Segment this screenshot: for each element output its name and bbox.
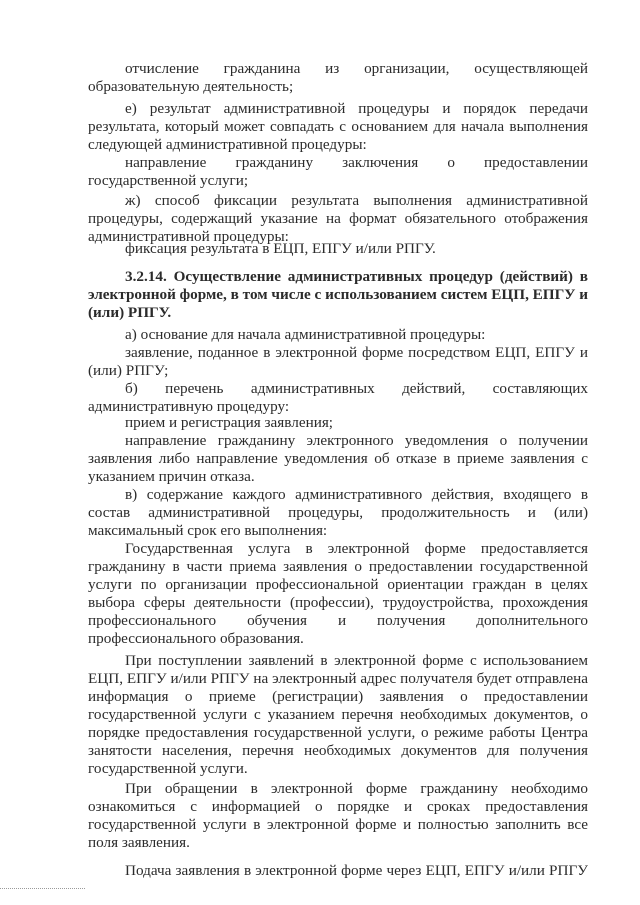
section-heading: электронной форме, в том числе с использованием систем ЕЦП, ЕПГУ и — [88, 286, 588, 303]
text-line: образовательную деятельность; — [88, 78, 294, 95]
text-line: административной процедуры: — [88, 228, 289, 245]
text-line: в) содержание каждого административного действия, входящего в — [125, 486, 588, 503]
text-line: Государственная услуга в электронной форме предоставляется — [125, 540, 588, 557]
text-line: услуги по организации профессиональной ориентации граждан в целях — [88, 576, 588, 593]
text-line: Подача заявления в электронной форме через ЕЦП, ЕПГУ и/или РПГУ — [125, 862, 588, 879]
text-line: профессионального образования. — [88, 630, 304, 647]
text-line: заявления либо направление уведомления об отказе в приеме заявления с — [88, 450, 588, 467]
text-line: административную процедуру: — [88, 398, 290, 415]
text-line: ЕЦП, ЕПГУ и/или РПГУ на электронный адрес получателя будет отправлена — [88, 670, 588, 687]
text-line: поля заявления. — [88, 834, 190, 851]
text-line: е) результат административной процедуры и порядок передачи — [125, 100, 588, 117]
text-line: а) основание для начала административной процедуры: — [125, 326, 486, 343]
text-line: занятости населения, перечня необходимых документов для получения — [88, 742, 588, 759]
text-line: следующей административной процедуры: — [88, 136, 367, 153]
text-line: процедуры, содержащий указание на формат обязательного отображения — [88, 210, 588, 227]
text-line: При обращении в электронной форме гражданину необходимо — [125, 780, 588, 797]
text-line: гражданину в части приема заявления о предоставлении государственной — [88, 558, 588, 575]
text-line: порядке предоставления государственной услуги, о режиме работы Центра — [88, 724, 588, 741]
text-line: результата, который может совпадать с основанием для начала выполнения — [88, 118, 588, 135]
text-line: максимальный срок его выполнения: — [88, 522, 328, 539]
section-heading: 3.2.14. Осуществление административных процедур (действий) в — [125, 268, 588, 285]
text-line: выбора сферы деятельности (профессии), трудоустройства, прохождения — [88, 594, 588, 611]
text-line: государственной услуги в электронной форме и полностью заполнить все — [88, 816, 588, 833]
text-line: отчисление гражданина из организации, осуществляющей — [125, 60, 588, 77]
text-line: заявление, поданное в электронной форме посредством ЕЦП, ЕПГУ и — [125, 344, 588, 361]
text-line: информация о приеме (регистрации) заявления о предоставлении — [88, 688, 588, 705]
text-line: государственной услуги с указанием перечня необходимых документов, о — [88, 706, 588, 723]
text-line: состав административной процедуры, продолжительность и (или) — [88, 504, 588, 521]
text-line: фиксация результата в ЕЦП, ЕПГУ и/или РПГУ. — [125, 240, 436, 257]
text-line: При поступлении заявлений в электронной форме с использованием — [125, 652, 588, 669]
footer-divider — [0, 888, 85, 889]
text-line: направление гражданину электронного уведомления о получении — [125, 432, 588, 449]
text-line: направление гражданину заключения о предоставлении — [125, 154, 588, 171]
text-line: б) перечень административных действий, составляющих — [125, 380, 588, 397]
text-line: ознакомиться с информацией о порядке и сроках предоставления — [88, 798, 588, 815]
text-line: государственной услуги. — [88, 760, 248, 777]
text-line: (или) РПГУ; — [88, 362, 169, 379]
text-line: указанием причин отказа. — [88, 468, 255, 485]
text-line: прием и регистрация заявления; — [125, 414, 334, 431]
text-line: ж) способ фиксации результата выполнения административной — [125, 192, 588, 209]
text-line: профессионального обучения и получения дополнительного — [88, 612, 588, 629]
section-heading: (или) РПГУ. — [88, 304, 172, 321]
text-line: государственной услуги; — [88, 172, 249, 189]
